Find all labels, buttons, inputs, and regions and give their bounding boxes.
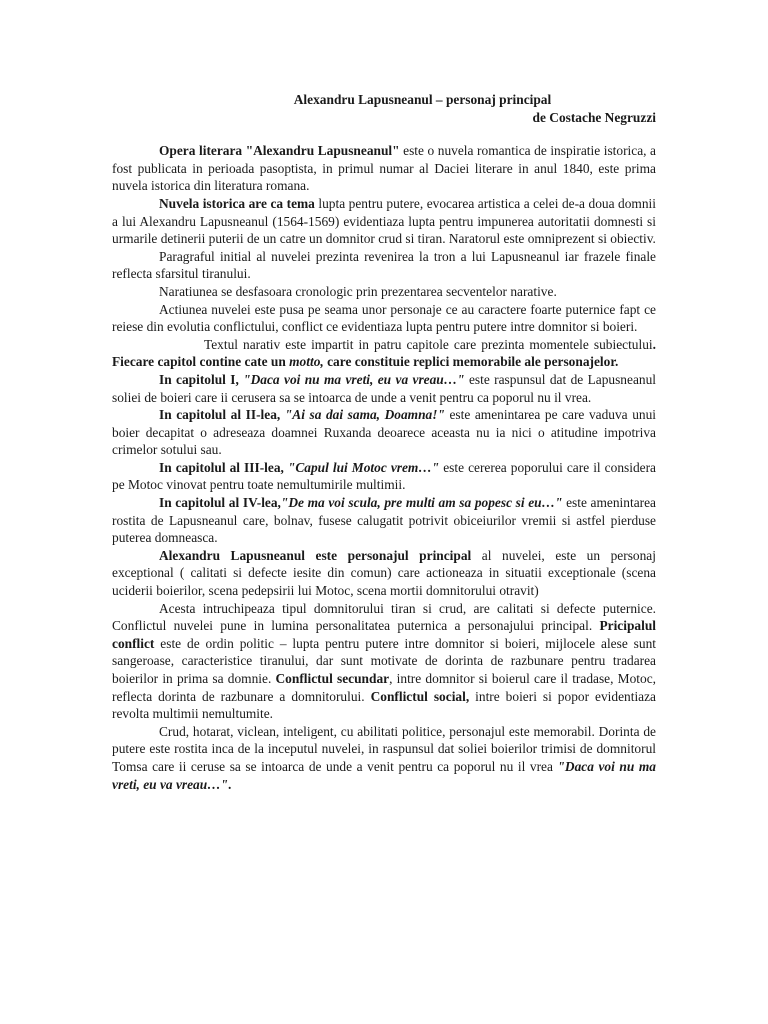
emphasis-text: Pricipalul conflict [112,618,656,651]
emphasis-text: "Daca voi nu ma vreti, eu va vreau…" [243,371,465,387]
paragraph-text: este cererea poporului care il considera pe Motoc vinovat pentru toate nemultumirile multimii. [112,459,656,493]
emphasis-text: Opera literara "Alexandru Lapusneanul" [159,143,400,159]
paragraph [112,547,656,600]
paragraph [112,283,656,301]
paragraph [112,248,656,283]
paragraph [112,600,656,723]
paragraph-text: Actiunea nuvelei este pusa pe seama unor personaje ce au caractere foarte puternice fapt ce reiese din evolutia conflictului, conflict ce evidentiaza lupta pentru putere intre domnitor si boieri. [112,301,656,335]
emphasis-text: . Fiecare capitol contine cate un [112,336,656,370]
emphasis-text: Nuvela istorica are ca tema [159,195,315,211]
emphasis-text: . [228,776,232,792]
emphasis-text: In capitolul al II-lea, [159,407,285,423]
paragraph [112,142,656,195]
paragraph [112,723,656,793]
emphasis-text: care constituie replici memorabile ale personajelor. [323,354,619,370]
emphasis-text: "Daca voi nu ma vreti, eu va vreau…" [112,758,656,792]
paragraph-text: Textul narativ este impartit in patru capitole care prezinta momentele subiectului [204,336,653,352]
emphasis-text: In capitolul al III-lea, [159,459,288,475]
paragraph [112,459,656,494]
paragraph-text: , intre domnitor si boierul care il tradase, Motoc, reflecta dorinta de razbunare a domnitorului. [112,671,656,704]
emphasis-text: Conflictul secundar [275,671,390,686]
document-body [112,142,656,793]
paragraph-text: Acesta intruchipeaza tipul domnitorului tiran si crud, are calitati si defecte puternice. Conflictul nuvelei pune in lumina personalitatea puternica a personajului principal. [112,600,656,634]
paragraph [112,371,656,406]
paragraph-text: Naratiunea se desfasoara cronologic prin prezentarea secventelor narative. [159,283,557,299]
emphasis-text: "De ma voi scula, pre multi am sa popesc si eu…" [280,495,563,511]
paragraph [112,195,656,248]
emphasis-text: "Ai sa dai sama, Doamna!" [284,407,445,423]
document-title: Alexandru Lapusneanul – personaj principal [293,92,552,107]
paragraph-text: este amenintarea rostita de Lapusneanul care, bolnav, fusese calugatit potrivit obiceiurilor vremii si astfel pierduse puterea domneasca. [112,495,656,546]
paragraph [112,301,656,336]
paragraph-text: este raspunsul dat de Lapusneanul soliei de boieri care ii cerusera sa se intoarca de unde a venit pentru ca poporul nu il vrea. [112,371,656,405]
emphasis-text: "Capul lui Motoc vrem…" [287,459,440,475]
paragraph-text: Crud, hotarat, viclean, inteligent, cu abilitati politice, personajul este memorabil. Dorinta de putere este rostita inca de la inceputul nuvelei, in raspunsul dat soliei boierilor trimisi de domnitorul Tomsa care ii ceruse sa se intoarca de unde a venit pentru ca poporul nu il vrea [112,723,656,774]
paragraph-text: lupta pentru putere, evocarea artistica a celei de-a doua domnii a lui Alexandru Lapusneanul (1564-1569) evidentiaza lupta pentru impunerea autoritatii domnesti si urmarile detinerii puterii de un catre un domnitor crud si tiran. Naratorul este omniprezent si obiectiv. [112,195,656,247]
paragraph-text: este o nuvela romantica de inspiratie istorica, a fost publicata in perioada pasoptista, in primul numar al Daciei literare in anul 1840, este prima nuvela istorica din literatura romana. [112,143,657,194]
paragraph-text: intre boieri si popor evidentiaza revolta multimii nemultumite. [112,688,656,722]
document-author: de Costache Negruzzi [532,109,656,125]
emphasis-text: In capitolul I, [159,371,244,387]
paragraph-text: Paragraful initial al nuvelei prezinta revenirea la tron a lui Lapusneanul iar frazele finale reflecta sfarsitul tiranului. [112,248,656,282]
paragraph [112,336,656,371]
paragraph-text: este de ordin politic – lupta pentru putere intre domnitor si boieri, mijlocele alese sunt sangeroase, caracteristice tiranului, dar sunt motivate de dorinta de razbunare pentru tradarea boierilor in prima sa domnie. [112,635,656,686]
emphasis-text: In capitolul al IV-lea, [159,495,281,511]
paragraph [112,406,656,459]
paragraph-text: este amenintarea pe care vaduva unui boier decapitat o adreseaza doamnei Ruxanda deoarece aceasta nu ia nici o atitudine impotriva crimelor sotului sau. [112,407,657,458]
paragraph-text: al nuvelei, este un personaj exceptional ( calitati si defecte iesite din comun) care actioneaza in situatii exceptionale (scena uciderii boierilor, scena pedepsirii lui Motoc, scena mortii domnitorului otravit) [112,547,656,599]
emphasis-text: Conflictul social, [370,688,470,704]
emphasis-text: motto, [289,354,324,370]
emphasis-text: Alexandru Lapusneanul este personajul principal [159,547,472,563]
paragraph [112,494,656,547]
